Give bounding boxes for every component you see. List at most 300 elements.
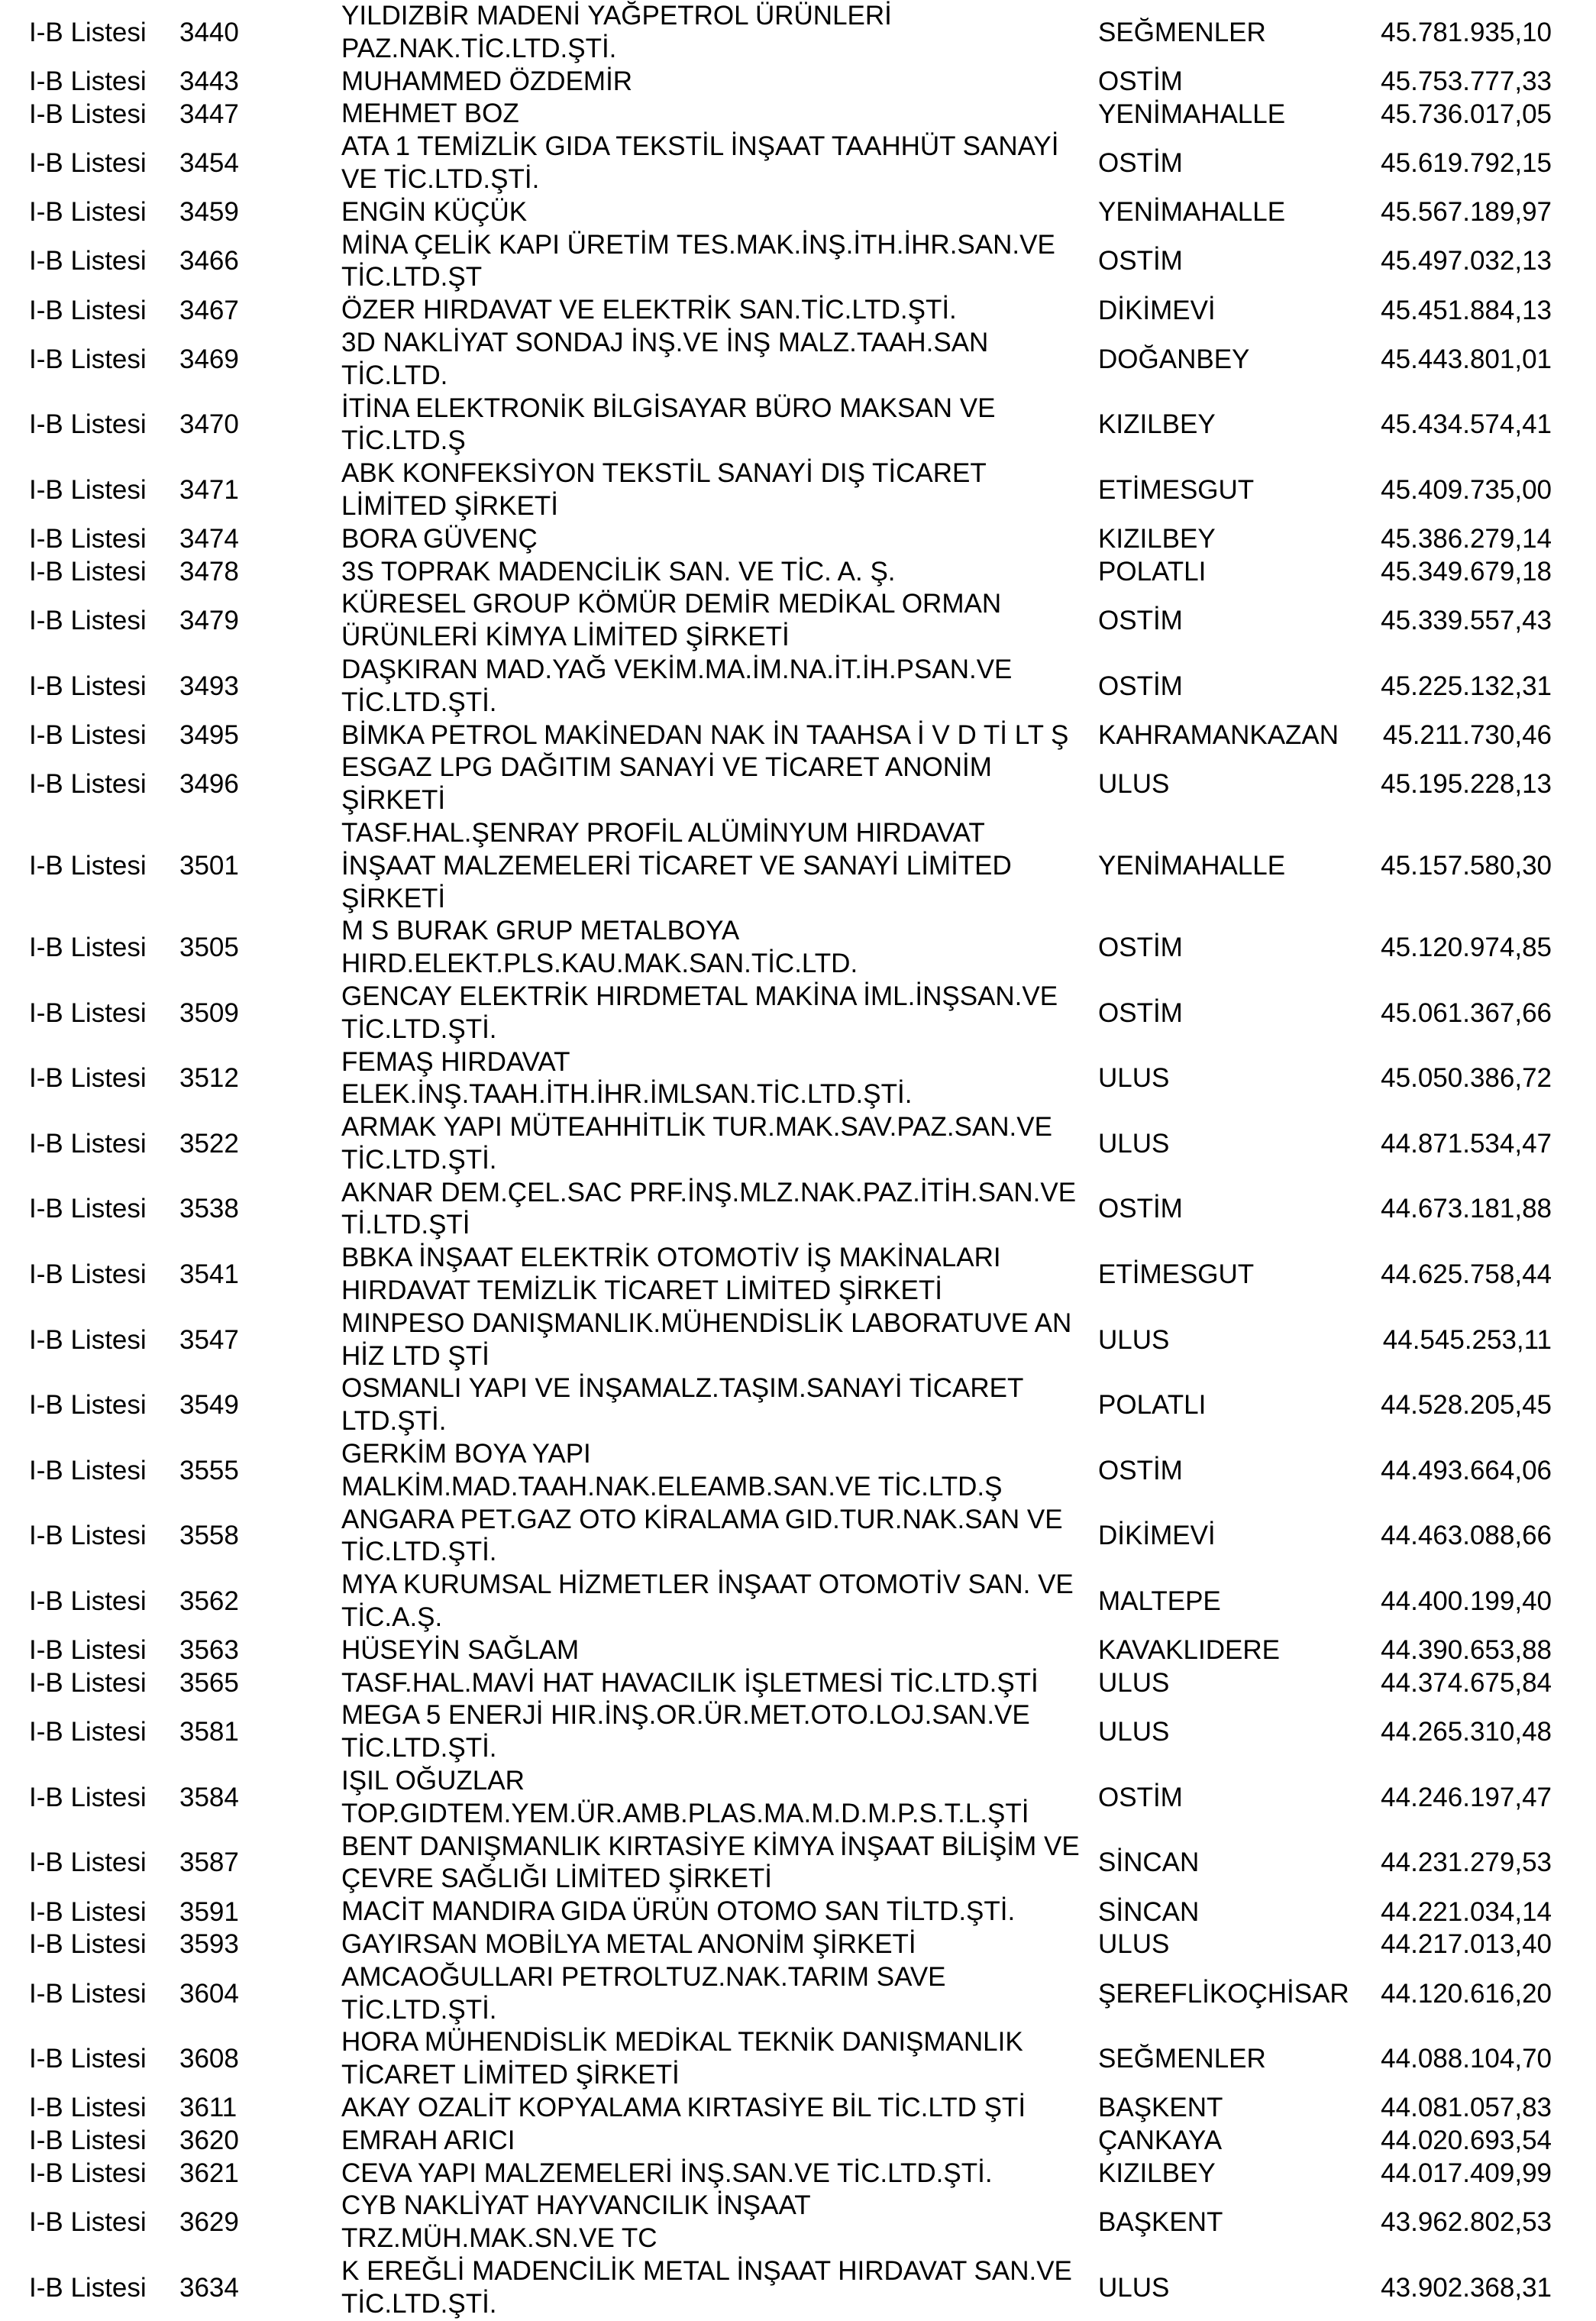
- company-name-cell: [341, 1242, 1097, 1308]
- district: YENİMAHALLE: [1098, 99, 1286, 129]
- record-number-cell: [179, 981, 271, 1046]
- table-row: [0, 752, 1596, 817]
- list-label: I-B Listesi: [29, 1929, 147, 1960]
- company-name-line: TİC.LTD.ŞTİ.: [341, 1144, 497, 1175]
- company-name-cell: [341, 1634, 1097, 1667]
- amount: 45.349.679,18: [1381, 556, 1552, 587]
- amount-cell: [1344, 1242, 1552, 1308]
- table-row: [0, 327, 1596, 393]
- list-label-cell: [29, 2026, 182, 2092]
- list-label: I-B Listesi: [29, 1782, 147, 1812]
- record-number: 3629: [179, 2207, 239, 2238]
- company-name: [341, 2255, 1072, 2321]
- company-name: [341, 131, 1058, 196]
- record-number: 3471: [179, 474, 239, 505]
- company-name-line: ÇEVRE SAĞLIĞI LİMİTED ŞİRKETİ: [341, 1864, 773, 1894]
- amount: 45.120.974,85: [1381, 933, 1552, 963]
- record-number-cell: [179, 0, 271, 66]
- record-number: 3591: [179, 1896, 239, 1927]
- company-name-line: ESGAZ LPG DAĞITIM SANAYİ VE TİCARET ANONİM: [341, 752, 992, 783]
- record-number-cell: [179, 294, 271, 327]
- amount-cell: [1344, 2158, 1552, 2190]
- table-row: [0, 2026, 1596, 2092]
- list-label-cell: [29, 66, 182, 99]
- record-number: 3558: [179, 1521, 239, 1551]
- list-label: I-B Listesi: [29, 1978, 147, 2009]
- district: OSTİM: [1098, 671, 1183, 701]
- amount-cell: [1344, 1438, 1552, 1504]
- list-label-cell: [29, 1928, 182, 1961]
- company-name: [341, 1634, 579, 1667]
- company-name: [341, 719, 1068, 752]
- company-name-cell: [341, 131, 1097, 196]
- list-label-cell: [29, 2125, 182, 2158]
- amount: 44.020.693,54: [1381, 2125, 1552, 2156]
- record-number: 3505: [179, 933, 239, 963]
- district: ULUS: [1098, 1128, 1170, 1159]
- record-number: 3549: [179, 1390, 239, 1421]
- amount-cell: [1344, 719, 1552, 752]
- table-row: [0, 294, 1596, 327]
- list-label: I-B Listesi: [29, 1128, 147, 1159]
- district: YENİMAHALLE: [1098, 851, 1286, 881]
- record-number-cell: [179, 1831, 271, 1896]
- list-label-cell: [29, 98, 182, 131]
- company-name-line: HİZ LTD ŞTİ: [341, 1340, 489, 1371]
- district: OSTİM: [1098, 933, 1183, 963]
- company-name-line: MEHMET BOZ: [341, 99, 519, 129]
- district: DİKİMEVİ: [1098, 295, 1216, 325]
- amount: 45.225.132,31: [1381, 671, 1552, 701]
- company-name: [341, 2158, 993, 2190]
- company-name: [341, 981, 1058, 1046]
- amount: 45.211.730,46: [1382, 719, 1552, 750]
- company-name-cell: [341, 719, 1097, 752]
- district: OSTİM: [1098, 1455, 1183, 1485]
- amount-cell: [1344, 1699, 1552, 1765]
- company-name-line: ŞİRKETİ: [341, 785, 446, 816]
- amount-cell: [1344, 2190, 1552, 2255]
- company-name: [341, 817, 1012, 915]
- table-row: [0, 1765, 1596, 1831]
- amount: 44.463.088,66: [1381, 1521, 1552, 1551]
- company-name-cell: [341, 1111, 1097, 1177]
- record-number-cell: [179, 98, 271, 131]
- table-row: [0, 131, 1596, 196]
- record-number-cell: [179, 719, 271, 752]
- company-name: [341, 294, 957, 327]
- company-name-cell: [341, 1765, 1097, 1831]
- amount: 45.386.279,14: [1381, 524, 1552, 554]
- list-label: I-B Listesi: [29, 2207, 147, 2238]
- record-number: 3512: [179, 1063, 239, 1094]
- amount-cell: [1344, 66, 1552, 99]
- record-number-cell: [179, 1177, 271, 1243]
- record-number-cell: [179, 2026, 271, 2092]
- list-label: I-B Listesi: [29, 1455, 147, 1485]
- list-label: I-B Listesi: [29, 344, 147, 374]
- table-row: [0, 2092, 1596, 2125]
- company-name-line: ABK KONFEKSİYON TEKSTİL SANAYİ DIŞ TİCARET: [341, 458, 987, 489]
- record-number-cell: [179, 1961, 271, 2027]
- company-name: [341, 1896, 1015, 1928]
- company-name-line: HIRDAVAT TEMİZLİK TİCARET LİMİTED ŞİRKETİ: [341, 1275, 942, 1306]
- record-number: 3608: [179, 2044, 239, 2074]
- record-number-cell: [179, 66, 271, 99]
- list-label: I-B Listesi: [29, 933, 147, 963]
- company-name-line: ARMAK YAPI MÜTEAHHİTLİK TUR.MAK.SAV.PAZ.SAN.VE: [341, 1112, 1052, 1143]
- company-name-line: GAYIRSAN MOBİLYA METAL ANONİM ŞİRKETİ: [341, 1929, 916, 1960]
- company-name-line: VE TİC.LTD.ŞTİ.: [341, 163, 540, 194]
- record-number-cell: [179, 654, 271, 719]
- district: POLATLI: [1098, 556, 1207, 587]
- company-name-line: TASF.HAL.ŞENRAY PROFİL ALÜMİNYUM HIRDAVAT: [341, 817, 985, 848]
- company-name-cell: [341, 1046, 1097, 1112]
- list-label-cell: [29, 1569, 182, 1634]
- company-name-line: MACİT MANDIRA GIDA ÜRÜN OTOMO SAN TİLTD.ŞTİ.: [341, 1896, 1016, 1927]
- company-name-cell: [341, 294, 1097, 327]
- company-name-line: TİCARET LİMİTED ŞİRKETİ: [341, 2060, 680, 2090]
- company-name-line: TİC.LTD.ŞT: [341, 262, 483, 293]
- list-label: I-B Listesi: [29, 524, 147, 554]
- list-label-cell: [29, 588, 182, 654]
- district: MALTEPE: [1098, 1586, 1221, 1617]
- list-label-cell: [29, 2190, 182, 2255]
- company-name-cell: [341, 1177, 1097, 1243]
- company-name: [341, 393, 995, 458]
- district: KIZILBEY: [1098, 409, 1216, 440]
- amount: 45.567.189,97: [1381, 197, 1552, 228]
- amount: 45.339.557,43: [1381, 606, 1552, 636]
- record-number-cell: [179, 1634, 271, 1667]
- list-label-cell: [29, 752, 182, 817]
- company-name-cell: [341, 1699, 1097, 1765]
- company-name-line: FEMAŞ HIRDAVAT: [341, 1046, 570, 1077]
- list-label-cell: [29, 1961, 182, 2027]
- amount: 45.497.032,13: [1381, 246, 1552, 276]
- company-name-line: TİC.LTD.: [341, 360, 448, 390]
- amount-cell: [1344, 393, 1552, 458]
- district: OSTİM: [1098, 1782, 1183, 1812]
- company-name-line: ENGİN KÜÇÜK: [341, 196, 528, 227]
- table-row: [0, 457, 1596, 523]
- amount: 44.120.616,20: [1381, 1978, 1552, 2009]
- list-label: I-B Listesi: [29, 246, 147, 276]
- record-number-cell: [179, 327, 271, 393]
- amount-cell: [1344, 0, 1552, 66]
- company-name-line: TİC.LTD.ŞTİ.: [341, 2288, 497, 2319]
- record-number: 3620: [179, 2125, 239, 2156]
- record-number: 3604: [179, 1978, 239, 2009]
- district: OSTİM: [1098, 1194, 1183, 1224]
- amount: 44.871.534,47: [1381, 1128, 1552, 1159]
- list-label: I-B Listesi: [29, 851, 147, 881]
- list-label: I-B Listesi: [29, 1896, 147, 1927]
- district: OSTİM: [1098, 997, 1183, 1028]
- company-name-cell: [341, 393, 1097, 458]
- table-row: [0, 1896, 1596, 1928]
- record-number-cell: [179, 1699, 271, 1765]
- company-name-line: M S BURAK GRUP METALBOYA: [341, 916, 740, 946]
- company-name-line: TİC.A.Ş.: [341, 1602, 443, 1633]
- company-name: [341, 2190, 811, 2255]
- list-label-cell: [29, 817, 182, 915]
- record-number-cell: [179, 2255, 271, 2321]
- company-name-cell: [341, 2158, 1097, 2190]
- amount: 44.217.013,40: [1381, 1929, 1552, 1960]
- list-label-cell: [29, 327, 182, 393]
- list-label: I-B Listesi: [29, 409, 147, 440]
- district: KIZILBEY: [1098, 524, 1216, 554]
- amount: 44.625.758,44: [1381, 1259, 1552, 1290]
- list-label: I-B Listesi: [29, 1521, 147, 1551]
- company-name-line: ÜRÜNLERİ KİMYA LİMİTED ŞİRKETİ: [341, 622, 790, 652]
- record-number-cell: [179, 1046, 271, 1112]
- company-name-line: BENT DANIŞMANLIK KIRTASİYE KİMYA İNŞAAT BİLİŞİM VE: [341, 1831, 1080, 1861]
- table-row: [0, 1699, 1596, 1765]
- company-name-line: EMRAH ARICI: [341, 2125, 515, 2155]
- district: OSTİM: [1098, 66, 1183, 96]
- list-label-cell: [29, 556, 182, 589]
- amount-cell: [1344, 229, 1552, 295]
- record-number: 3443: [179, 66, 239, 96]
- list-label: I-B Listesi: [29, 197, 147, 228]
- company-name-line: YILDIZBİR MADENİ YAĞPETROL ÜRÜNLERİ: [341, 1, 892, 31]
- amount: 44.545.253,11: [1382, 1324, 1552, 1355]
- company-name-line: HIRD.ELEKT.PLS.KAU.MAK.SAN.TİC.LTD.: [341, 949, 858, 979]
- amount-cell: [1344, 1504, 1552, 1569]
- company-name: [341, 2125, 515, 2158]
- amount-cell: [1344, 1928, 1552, 1961]
- company-name: [341, 327, 988, 393]
- record-number: 3470: [179, 409, 239, 440]
- record-number: 3459: [179, 197, 239, 228]
- company-name-line: KÜRESEL GROUP KÖMÜR DEMİR MEDİKAL ORMAN: [341, 589, 1002, 619]
- record-number: 3565: [179, 1668, 239, 1699]
- table-row: [0, 523, 1596, 556]
- amount: 44.400.199,40: [1381, 1586, 1552, 1617]
- list-label: I-B Listesi: [29, 769, 147, 800]
- record-number-cell: [179, 2190, 271, 2255]
- list-label-cell: [29, 1699, 182, 1765]
- record-number-cell: [179, 2092, 271, 2125]
- company-name-cell: [341, 98, 1097, 131]
- company-name-cell: [341, 752, 1097, 817]
- amount-cell: [1344, 654, 1552, 719]
- table-row: [0, 1046, 1596, 1112]
- company-name-line: LİMİTED ŞİRKETİ: [341, 490, 558, 521]
- record-number: 3522: [179, 1128, 239, 1159]
- company-name-cell: [341, 2190, 1097, 2255]
- amount-cell: [1344, 131, 1552, 196]
- company-name-cell: [341, 2026, 1097, 2092]
- company-name-line: TİC.LTD.ŞTİ.: [341, 1537, 497, 1567]
- district: ULUS: [1098, 1324, 1170, 1355]
- record-number-cell: [179, 1438, 271, 1504]
- company-name-line: BİMKA PETROL MAKİNEDAN NAK İN TAAHSA İ V D Tİ LT Ş: [341, 719, 1069, 750]
- company-name-cell: [341, 66, 1097, 99]
- company-name: [341, 66, 632, 99]
- company-name: [341, 1111, 1052, 1177]
- district: ULUS: [1098, 1063, 1170, 1094]
- company-name-cell: [341, 457, 1097, 523]
- company-name: [341, 1667, 1039, 1700]
- company-name: [341, 98, 519, 131]
- table-row: [0, 98, 1596, 131]
- company-name: [341, 0, 892, 66]
- record-number-cell: [179, 1928, 271, 1961]
- company-name-line: IŞIL OĞUZLAR: [341, 1766, 525, 1796]
- company-name-cell: [341, 229, 1097, 295]
- district: ULUS: [1098, 769, 1170, 800]
- list-label-cell: [29, 131, 182, 196]
- amount: 45.619.792,15: [1381, 147, 1552, 178]
- company-name: [341, 1308, 1071, 1373]
- district: SEĞMENLER: [1098, 2044, 1266, 2074]
- company-name-line: TRZ.MÜH.MAK.SN.VE TC: [341, 2223, 657, 2254]
- company-name: [341, 1928, 916, 1961]
- list-label: I-B Listesi: [29, 1390, 147, 1421]
- list-label-cell: [29, 1438, 182, 1504]
- amount-cell: [1344, 1177, 1552, 1243]
- amount: 45.409.735,00: [1381, 474, 1552, 505]
- list-label: I-B Listesi: [29, 147, 147, 178]
- table-row: [0, 229, 1596, 295]
- amount: 44.088.104,70: [1381, 2044, 1552, 2074]
- amount-cell: [1344, 1765, 1552, 1831]
- company-name: [341, 1831, 1080, 1896]
- company-name: [341, 1504, 1063, 1569]
- list-label: I-B Listesi: [29, 997, 147, 1028]
- record-number-cell: [179, 196, 271, 229]
- company-name: [341, 1961, 946, 2027]
- company-name-cell: [341, 196, 1097, 229]
- record-number-cell: [179, 1667, 271, 1700]
- record-number: 3509: [179, 997, 239, 1028]
- amount-cell: [1344, 556, 1552, 589]
- list-label-cell: [29, 1634, 182, 1667]
- record-number: 3584: [179, 1782, 239, 1812]
- list-label: I-B Listesi: [29, 2272, 147, 2303]
- amount-cell: [1344, 817, 1552, 915]
- amount-cell: [1344, 1569, 1552, 1634]
- company-name-cell: [341, 817, 1097, 915]
- company-name-cell: [341, 0, 1097, 66]
- company-name: [341, 1765, 1029, 1831]
- company-name: [341, 556, 896, 589]
- amount: 45.195.228,13: [1381, 769, 1552, 800]
- record-number: 3493: [179, 671, 239, 701]
- record-number: 3474: [179, 524, 239, 554]
- company-name-line: TOP.GIDTEM.YEM.ÜR.AMB.PLAS.MA.M.D.M.P.S.T.L.ŞTİ: [341, 1798, 1029, 1828]
- list-label: I-B Listesi: [29, 2093, 147, 2123]
- amount: 44.493.664,06: [1381, 1455, 1552, 1485]
- record-number-cell: [179, 1896, 271, 1928]
- company-name-line: TİC.LTD.Ş: [341, 425, 466, 456]
- table-row: [0, 1111, 1596, 1177]
- list-label-cell: [29, 294, 182, 327]
- list-label: I-B Listesi: [29, 719, 147, 750]
- list-label-cell: [29, 2158, 182, 2190]
- company-name-cell: [341, 588, 1097, 654]
- amount-cell: [1344, 2092, 1552, 2125]
- record-number: 3547: [179, 1324, 239, 1355]
- company-name-line: BBKA İNŞAAT ELEKTRİK OTOMOTİV İŞ MAKİNALARI: [341, 1243, 1001, 1273]
- amount: 44.221.034,14: [1381, 1896, 1552, 1927]
- company-name-cell: [341, 327, 1097, 393]
- company-name: [341, 1438, 1002, 1504]
- company-name-line: AKNAR DEM.ÇEL.SAC PRF.İNŞ.MLZ.NAK.PAZ.İTİH.SAN.VE: [341, 1177, 1077, 1207]
- company-name-cell: [341, 1961, 1097, 2027]
- amount: 44.390.653,88: [1381, 1635, 1552, 1666]
- table-row: [0, 2255, 1596, 2321]
- amount-cell: [1344, 752, 1552, 817]
- district: KAVAKLIDERE: [1098, 1635, 1280, 1666]
- amount-cell: [1344, 1961, 1552, 2027]
- amount: 44.017.409,99: [1381, 2158, 1552, 2188]
- amount-cell: [1344, 915, 1552, 981]
- table-row: [0, 654, 1596, 719]
- list-label: I-B Listesi: [29, 99, 147, 129]
- record-number-cell: [179, 817, 271, 915]
- company-name-line: ANGARA PET.GAZ OTO KİRALAMA GID.TUR.NAK.SAN VE: [341, 1504, 1063, 1534]
- company-name-cell: [341, 1831, 1097, 1896]
- company-name-line: GERKİM BOYA YAPI: [341, 1439, 591, 1469]
- record-number-cell: [179, 1504, 271, 1569]
- amount-cell: [1344, 1667, 1552, 1700]
- district: SİNCAN: [1098, 1896, 1200, 1927]
- list-label-cell: [29, 229, 182, 295]
- list-label-cell: [29, 1242, 182, 1308]
- table-row: [0, 588, 1596, 654]
- company-name-cell: [341, 1372, 1097, 1438]
- amount-cell: [1344, 1372, 1552, 1438]
- table-row: [0, 1308, 1596, 1373]
- record-number: 3538: [179, 1194, 239, 1224]
- amount: 44.528.205,45: [1381, 1390, 1552, 1421]
- company-name-line: Tİ.LTD.ŞTİ: [341, 1210, 470, 1240]
- company-name-line: BORA GÜVENÇ: [341, 523, 538, 554]
- list-label-cell: [29, 457, 182, 523]
- district: ULUS: [1098, 1717, 1170, 1747]
- list-label-cell: [29, 1765, 182, 1831]
- table-row: [0, 1569, 1596, 1634]
- company-name-cell: [341, 2125, 1097, 2158]
- district: BAŞKENT: [1098, 2093, 1223, 2123]
- record-number: 3469: [179, 344, 239, 374]
- record-number: 3562: [179, 1586, 239, 1617]
- table-row: [0, 1438, 1596, 1504]
- district: KIZILBEY: [1098, 2158, 1216, 2188]
- list-label: I-B Listesi: [29, 2158, 147, 2188]
- list-label: I-B Listesi: [29, 606, 147, 636]
- company-name: [341, 229, 1055, 295]
- company-name-line: OSMANLI YAPI VE İNŞAMALZ.TAŞIM.SANAYİ TİCARET: [341, 1373, 1024, 1404]
- company-name-cell: [341, 1667, 1097, 1700]
- amount: 44.231.279,53: [1381, 1847, 1552, 1878]
- company-name: [341, 1242, 1001, 1308]
- table-row: [0, 2190, 1596, 2255]
- list-label-cell: [29, 1111, 182, 1177]
- list-label-cell: [29, 915, 182, 981]
- amount: 44.374.675,84: [1381, 1668, 1552, 1699]
- district: OSTİM: [1098, 606, 1183, 636]
- record-number: 3496: [179, 769, 239, 800]
- record-number-cell: [179, 1111, 271, 1177]
- record-number: 3541: [179, 1259, 239, 1290]
- list-label-cell: [29, 1372, 182, 1438]
- company-name-line: 3D NAKLİYAT SONDAJ İNŞ.VE İNŞ MALZ.TAAH.SAN: [341, 327, 989, 357]
